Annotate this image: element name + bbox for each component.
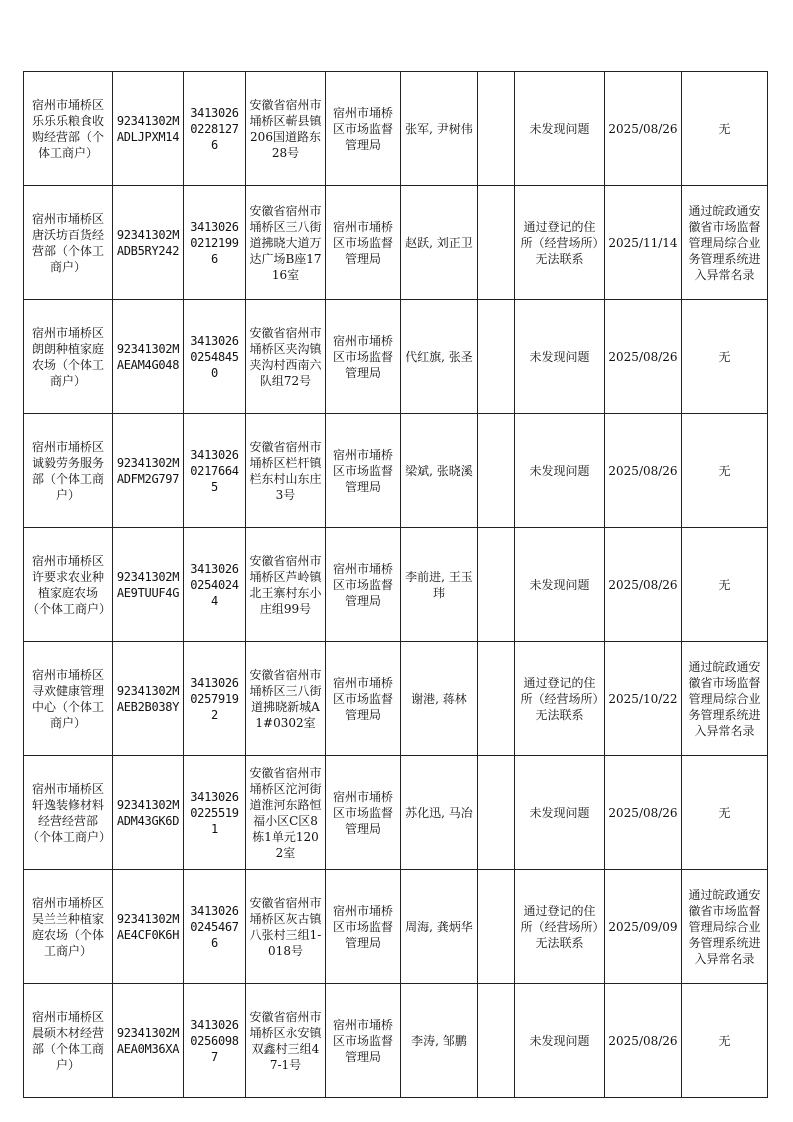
inspectors-cell: 周海, 龚炳华: [401, 870, 478, 984]
table-row: [24, 528, 768, 642]
business-name-cell: 宿州市埇桥区吴兰兰种植家庭农场（个体工商户）: [24, 870, 113, 984]
handling-cell: 无: [682, 984, 768, 1098]
credit-code-cell: 92341302MAEAM4G048: [113, 300, 184, 414]
inspection-result-cell: 未发现问题: [515, 756, 605, 870]
business-name-cell: 宿州市埇桥区轩逸装修材料经营经营部（个体工商户）: [24, 756, 113, 870]
authority-cell: 宿州市埇桥区市场监督管理局: [326, 642, 401, 756]
inspection-result-cell: 通过登记的住所（经营场所）无法联系: [515, 870, 605, 984]
inspection-date-cell: 2025/08/26: [605, 300, 682, 414]
inspectors-cell: 苏化迅, 马冶: [401, 756, 478, 870]
inspection-date-cell: 2025/08/26: [605, 756, 682, 870]
blank-cell: [478, 756, 515, 870]
business-name-cell: 宿州市埇桥区朗朗种植家庭农场（个体工商户）: [24, 300, 113, 414]
inspection-result-cell: 通过登记的住所（经营场所）无法联系: [515, 642, 605, 756]
inspectors-cell: 李涛, 邹鹏: [401, 984, 478, 1098]
authority-cell: 宿州市埇桥区市场监督管理局: [326, 528, 401, 642]
registration-number-cell: 341302602560987: [184, 984, 246, 1098]
address-cell: 安徽省宿州市埇桥区芦岭镇北王寨村东小庄组99号: [246, 528, 326, 642]
credit-code-cell: 92341302MAE9TUUF4G: [113, 528, 184, 642]
credit-code-cell: 92341302MADM43GK6D: [113, 756, 184, 870]
registration-number-cell: 341302602281276: [184, 72, 246, 186]
handling-cell: 通过皖政通安徽省市场监督管理局综合业务管理系统进入异常名录: [682, 642, 768, 756]
address-cell: 安徽省宿州市埇桥区蕲县镇206国道路东28号: [246, 72, 326, 186]
credit-code-cell: 92341302MAE4CF0K6H: [113, 870, 184, 984]
registration-number-cell: 341302602176645: [184, 414, 246, 528]
registration-number-cell: 341302602540244: [184, 528, 246, 642]
authority-cell: 宿州市埇桥区市场监督管理局: [326, 870, 401, 984]
blank-cell: [478, 984, 515, 1098]
inspection-date-cell: 2025/10/22: [605, 642, 682, 756]
inspectors-cell: 代红旗, 张圣: [401, 300, 478, 414]
table-row: [24, 756, 768, 870]
registration-number-cell: 341302602121996: [184, 186, 246, 300]
authority-cell: 宿州市埇桥区市场监督管理局: [326, 72, 401, 186]
table-row: [24, 300, 768, 414]
credit-code-cell: 92341302MADB5RY242: [113, 186, 184, 300]
handling-cell: 通过皖政通安徽省市场监督管理局综合业务管理系统进入异常名录: [682, 870, 768, 984]
table-row: [24, 186, 768, 300]
business-name-cell: 宿州市埇桥区寻欢健康管理中心（个体工商户）: [24, 642, 113, 756]
inspection-date-cell: 2025/11/14: [605, 186, 682, 300]
inspectors-cell: 谢港, 蒋林: [401, 642, 478, 756]
inspection-result-cell: 未发现问题: [515, 414, 605, 528]
business-name-cell: 宿州市埇桥区乐乐乐粮食收购经营部（个体工商户）: [24, 72, 113, 186]
registration-number-cell: 341302602548450: [184, 300, 246, 414]
address-cell: 安徽省宿州市埇桥区沱河街道淮河东路恒福小区C区8栋1单元1202室: [246, 756, 326, 870]
business-name-cell: 宿州市埇桥区唐沃坊百货经营部（个体工商户）: [24, 186, 113, 300]
authority-cell: 宿州市埇桥区市场监督管理局: [326, 300, 401, 414]
blank-cell: [478, 186, 515, 300]
address-cell: 安徽省宿州市埇桥区三八街道拂晓大道万达广场B座1716室: [246, 186, 326, 300]
authority-cell: 宿州市埇桥区市场监督管理局: [326, 756, 401, 870]
table-row: [24, 870, 768, 984]
blank-cell: [478, 642, 515, 756]
blank-cell: [478, 300, 515, 414]
inspection-date-cell: 2025/08/26: [605, 528, 682, 642]
address-cell: 安徽省宿州市埇桥区永安镇双鑫村三组47-1号: [246, 984, 326, 1098]
inspection-date-cell: 2025/09/09: [605, 870, 682, 984]
blank-cell: [478, 72, 515, 186]
inspection-table: [23, 71, 768, 1098]
table-row: [24, 72, 768, 186]
authority-cell: 宿州市埇桥区市场监督管理局: [326, 984, 401, 1098]
table-row: [24, 984, 768, 1098]
inspectors-cell: 李前进, 王玉玮: [401, 528, 478, 642]
inspectors-cell: 张军, 尹树伟: [401, 72, 478, 186]
blank-cell: [478, 528, 515, 642]
blank-cell: [478, 414, 515, 528]
inspection-result-cell: 未发现问题: [515, 72, 605, 186]
inspectors-cell: 赵跃, 刘正卫: [401, 186, 478, 300]
inspection-result-cell: 未发现问题: [515, 528, 605, 642]
inspection-result-cell: 通过登记的住所（经营场所）无法联系: [515, 186, 605, 300]
inspection-result-cell: 未发现问题: [515, 300, 605, 414]
credit-code-cell: 92341302MADLJPXM14: [113, 72, 184, 186]
authority-cell: 宿州市埇桥区市场监督管理局: [326, 414, 401, 528]
handling-cell: 无: [682, 300, 768, 414]
handling-cell: 无: [682, 528, 768, 642]
credit-code-cell: 92341302MADFM2G797: [113, 414, 184, 528]
handling-cell: 无: [682, 72, 768, 186]
business-name-cell: 宿州市埇桥区晨硕木材经营部（个体工商户）: [24, 984, 113, 1098]
address-cell: 安徽省宿州市埇桥区夹沟镇夹沟村西南六队组72号: [246, 300, 326, 414]
inspectors-cell: 梁斌, 张晓溪: [401, 414, 478, 528]
inspection-date-cell: 2025/08/26: [605, 984, 682, 1098]
address-cell: 安徽省宿州市埇桥区栏杆镇栏东村山东庄3号: [246, 414, 326, 528]
business-name-cell: 宿州市埇桥区许要求农业种植家庭农场（个体工商户）: [24, 528, 113, 642]
inspection-date-cell: 2025/08/26: [605, 72, 682, 186]
authority-cell: 宿州市埇桥区市场监督管理局: [326, 186, 401, 300]
registration-number-cell: 341302602454676: [184, 870, 246, 984]
inspection-date-cell: 2025/08/26: [605, 414, 682, 528]
credit-code-cell: 92341302MAEA0M36XA: [113, 984, 184, 1098]
handling-cell: 无: [682, 414, 768, 528]
registration-number-cell: 341302602255191: [184, 756, 246, 870]
table-row: [24, 642, 768, 756]
table-row: [24, 414, 768, 528]
registration-number-cell: 341302602579192: [184, 642, 246, 756]
address-cell: 安徽省宿州市埇桥区灰古镇八张村三组1-018号: [246, 870, 326, 984]
inspection-result-cell: 未发现问题: [515, 984, 605, 1098]
handling-cell: 通过皖政通安徽省市场监督管理局综合业务管理系统进入异常名录: [682, 186, 768, 300]
address-cell: 安徽省宿州市埇桥区三八街道拂晓新城A1#0302室: [246, 642, 326, 756]
handling-cell: 无: [682, 756, 768, 870]
credit-code-cell: 92341302MAEB2B038Y: [113, 642, 184, 756]
blank-cell: [478, 870, 515, 984]
table-body: [24, 72, 768, 1098]
business-name-cell: 宿州市埇桥区诚毅劳务服务部（个体工商户）: [24, 414, 113, 528]
